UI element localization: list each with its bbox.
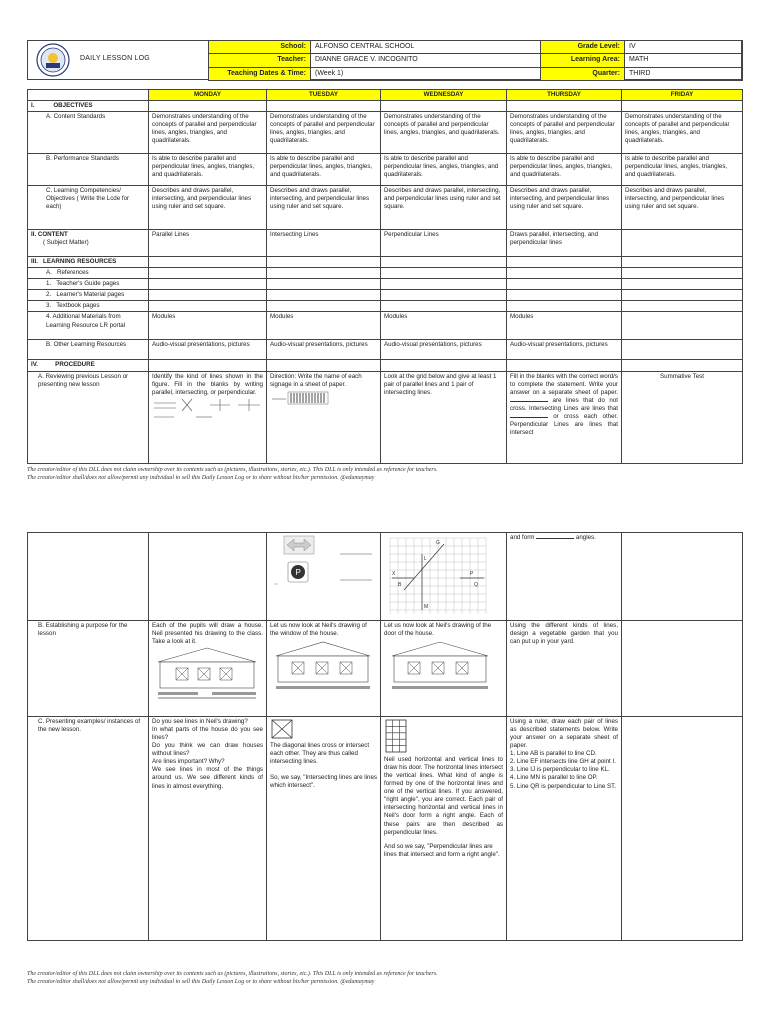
other-tue: Audio-visual presentations, pictures — [267, 340, 381, 360]
content-thu: Draws parallel, intersecting, and perpendicular lines — [507, 230, 622, 257]
day-tuesday: TUESDAY — [267, 90, 381, 101]
examples-mon: Do you see lines in Neil's drawing? In what parts of the house do you see lines? Do you think we can draw houses without lines? Are lines important? Why? We see lines in most of the things around us. We see different kinds of lines in almost everything. — [149, 717, 267, 941]
performance-fri: Is able to describe parallel and perpendicular lines, angles, triangles, and quadrilaterals. — [622, 154, 743, 186]
content-wed: Perpendicular Lines — [381, 230, 507, 257]
signage-cell — [267, 533, 381, 621]
review-label: A. Reviewing previous Lesson or presenting new lesson — [28, 371, 149, 463]
examples-wed-cell — [381, 717, 507, 941]
tg-row — [28, 279, 743, 290]
content-standards-mon: Demonstrates understanding of the concepts of parallel and perpendicular lines, angles, triangles, and quadrilaterals. — [149, 112, 267, 154]
purpose-tue: Let us now look at Neil's drawing of the window of the house. — [270, 622, 367, 638]
blank-line — [510, 401, 548, 402]
content-label-cell — [28, 230, 149, 257]
day-header-row — [28, 90, 743, 101]
purpose-label: B. Establishing a purpose for the lesson — [28, 621, 149, 717]
list-item: 5. Line QR is perpendicular to Line ST. — [510, 782, 616, 790]
svg-text:L: L — [424, 556, 427, 562]
examples-label: C. Presenting examples/ instances of the new lesson. — [28, 717, 149, 941]
review-wed: Look at the grid below and give at least 1 pair of parallel lines and 1 pair of intersecting lines. — [381, 371, 507, 463]
additional-wed: Modules — [381, 312, 507, 340]
purpose-tue-cell — [267, 621, 381, 717]
tb-label: 3. Textbook pages — [28, 301, 149, 312]
examples-thu-cell — [507, 717, 622, 941]
content-standards-row — [28, 112, 743, 154]
review-thu-continued: and form angles. — [507, 533, 622, 621]
label-area: Learning Area: — [541, 54, 625, 67]
svg-text:M: M — [424, 604, 429, 610]
review-continued-row — [28, 533, 743, 621]
lesson-table-page2 — [27, 532, 743, 941]
review-row — [28, 371, 743, 463]
blank-line — [510, 417, 548, 418]
competencies-tue: Describes and draws parallel, intersecting, and perpendicular lines using ruler and set square. — [267, 186, 381, 230]
svg-text:Q: Q — [474, 582, 478, 588]
svg-text:X: X — [392, 571, 396, 577]
review-mon: Identify the kind of lines shown in the figure. Fill in the blanks by writing parallel, intersecting, or perpendicular. — [152, 372, 263, 396]
procedure-row — [28, 360, 743, 371]
competencies-wed: Describes and draws parallel, intersecting, and perpendicular lines using ruler and set square. — [381, 186, 507, 230]
blank-line — [536, 538, 574, 539]
list-item: 1. Line AB is parallel to line CD. — [510, 750, 597, 758]
label-dates: Teaching Dates & Time: — [209, 67, 311, 80]
day-monday: MONDAY — [149, 90, 267, 101]
content-standards-fri: Demonstrates understanding of the concepts of parallel and perpendicular lines, angles, triangles, and quadrilaterals. — [622, 112, 743, 154]
list-item: 2. Line EF intersects line GH at point I. — [510, 758, 616, 766]
review-thu-1: Fill in the blanks with the correct word/s to complete the statement. Write your answer on a separate sheet of paper. — [510, 372, 618, 396]
svg-text:P: P — [295, 568, 301, 577]
content-standards-tue: Demonstrates understanding of the concepts of parallel and perpendicular lines, angles, triangles, and quadrilaterals. — [267, 112, 381, 154]
tb-row — [28, 301, 743, 312]
value-grade: IV — [625, 41, 743, 54]
performance-wed: Is able to describe parallel and perpendicular lines, angles, triangles, and quadrilaterals. — [381, 154, 507, 186]
footer-line1: The creator/editor of this DLL does not claim ownership over its contents such as (pictures, illustrations, stories, etc.). This DLL is only intended as reference for teachers. — [27, 971, 438, 977]
examples-row — [28, 717, 743, 941]
references-row — [28, 268, 743, 279]
objectives-label: I. OBJECTIVES — [28, 101, 149, 112]
value-teacher: DIANNE GRACE V. INCOGNITO — [311, 54, 541, 67]
additional-thu: Modules — [507, 312, 622, 340]
review-fri: Summative Test — [622, 371, 743, 463]
diagonal-window-icon — [270, 718, 294, 740]
content-tue: Intersecting Lines — [267, 230, 381, 257]
list-item: 4. Line MN is parallel to line OP. — [510, 774, 598, 782]
svg-text:G: G — [436, 540, 440, 546]
day-thursday: THURSDAY — [507, 90, 622, 101]
purpose-wed-cell — [381, 621, 507, 717]
house-drawing-icon — [152, 646, 262, 702]
purpose-wed: Let us now look at Neil's drawing of the door of the house. — [384, 622, 492, 638]
performance-row — [28, 154, 743, 186]
header-row-dates — [209, 67, 743, 80]
label-school: School: — [209, 41, 311, 54]
resources-row — [28, 257, 743, 268]
procedure-label: IV. PROCEDURE — [28, 360, 149, 371]
content-standards-thu: Demonstrates understanding of the concepts of parallel and perpendicular lines, angles, triangles, and quadrilaterals. — [507, 112, 622, 154]
deped-seal — [27, 40, 79, 80]
other-label: B. Other Learning Resources — [28, 340, 149, 360]
additional-row — [28, 312, 743, 340]
content-row — [28, 230, 743, 257]
empty-corner — [28, 90, 149, 101]
additional-tue: Modules — [267, 312, 381, 340]
lm-row — [28, 290, 743, 301]
additional-label: 4. Additional Materials from Learning Resource LR portal — [28, 312, 149, 340]
competencies-thu: Describes and draws parallel, intersecting, and perpendicular lines using ruler and set square. — [507, 186, 622, 230]
content-standards-wed: Demonstrates understanding of the concepts of parallel and perpendicular lines, angles, triangles, and quadrilaterals. — [381, 112, 507, 154]
footer-page2 — [27, 970, 742, 986]
review-tue-cell — [267, 371, 381, 463]
review-tue: Direction: Write the name of each signage in a sheet of paper. — [270, 372, 362, 388]
competencies-fri: Describes and draws parallel, intersecting, and perpendicular lines using ruler and set square. — [622, 186, 743, 230]
review-thu-3: or cross each other. Perpendicular Lines are lines that intersect — [510, 412, 618, 436]
examples-wed-1: Neil used horizontal and vertical lines to draw his door. The horizontal lines intersect the vertical lines. What kind of angle is formed by one of the horizontal lines and one of the vertical lines. If you answered, "right angle", you are correct. Each pair of intersecting horizontal and vertical lines in Neil's door form a right angle. Each of these pairs are then described as perpendicular lines. — [384, 756, 503, 836]
pedestrian-lane-sign-icon — [270, 389, 330, 407]
purpose-mon: Each of the pupils will draw a house. Neil presented his drawing to the class. Take a look at it. — [152, 622, 263, 646]
performance-thu: Is able to describe parallel and perpendicular lines, angles, triangles, and quadrilaterals. — [507, 154, 622, 186]
header-info-table — [208, 40, 743, 81]
examples-tue-2: So, we say, "Intersecting lines are lines which intersect". — [270, 774, 377, 790]
line-figures-icon — [152, 397, 262, 421]
footer-line2: The creator/editor shall/does not allow/permit any individual to sell this Daily Lesson Log or to share without his/her permission. @edumaymay — [27, 475, 375, 482]
competencies-label: C. Learning Competencies/ Objectives ( Write the Lcde for each) — [28, 186, 149, 230]
footer-line2: The creator/editor shall/does not allow/permit any individual to sell this Daily Lesson Log or to share without his/her permission. @edumaymay — [27, 979, 375, 986]
arrows-sign-icon — [284, 536, 372, 554]
examples-tue-1: The diagonal lines cross or intersect each other. They are thus called intersecting lines. — [270, 742, 370, 766]
day-friday: FRIDAY — [622, 90, 743, 101]
label-teacher: Teacher: — [209, 54, 311, 67]
header-row-teacher — [209, 54, 743, 67]
label-quarter: Quarter: — [541, 67, 625, 80]
value-school: ALFONSO CENTRAL SCHOOL — [311, 41, 541, 54]
grid-cell — [381, 533, 507, 621]
svg-text:B: B — [398, 582, 402, 588]
performance-label: B. Performance Standards — [28, 154, 149, 186]
performance-mon: Is able to describe parallel and perpendicular lines, angles, triangles, and quadrilaterals. — [149, 154, 267, 186]
parking-sign-icon — [288, 562, 372, 582]
label-grade: Grade Level: — [541, 41, 625, 54]
grid-figure — [384, 534, 494, 618]
log-title: DAILY LESSON LOG — [80, 55, 150, 62]
grid-door-icon — [384, 718, 408, 754]
footer-page1 — [27, 466, 742, 482]
examples-tue-cell — [267, 717, 381, 941]
content-standards-label: A. Content Standards — [28, 112, 149, 154]
day-wednesday: WEDNESDAY — [381, 90, 507, 101]
header-row-school — [209, 41, 743, 54]
footer-line1: The creator/editor of this DLL does not claim ownership over its contents such as (pictures, illustrations, stories, etc.). This DLL is only intended as reference for teachers. — [27, 467, 438, 473]
examples-thu-intro: Using a ruler, draw each pair of lines as described statements below. Write your answer on a separate sheet of paper. — [510, 718, 618, 750]
content-sub-label: ( Subject Matter) — [43, 239, 89, 247]
resources-label: III. LEARNING RESOURCES — [28, 257, 149, 268]
review-thu-cell — [507, 371, 622, 463]
value-area: MATH — [625, 54, 743, 67]
examples-wed-2: And so we say, "Perpendicular lines are lines that intersect and form a right angle". — [384, 842, 500, 858]
lm-label: 2. Learner's Material pages — [28, 290, 149, 301]
review-mon-cell — [149, 371, 267, 463]
door-house-icon — [384, 638, 494, 696]
competencies-row — [28, 186, 743, 230]
lesson-table-page1 — [27, 89, 743, 464]
performance-tue: Is able to describe parallel and perpendicular lines, angles, triangles, and quadrilaterals. — [267, 154, 381, 186]
content-label: II. CONTENT — [31, 231, 68, 239]
objectives-row — [28, 101, 743, 112]
competencies-mon: Describes and draws parallel, intersecting, and perpendicular lines using ruler and set square. — [149, 186, 267, 230]
other-mon: Audio-visual presentations, pictures — [149, 340, 267, 360]
review-thu-2: are lines that do not cross. Intersecting Lines are lines that — [510, 396, 618, 412]
tg-label: 1. Teacher's Guide pages — [28, 279, 149, 290]
other-thu: Audio-visual presentations, pictures — [507, 340, 622, 360]
other-wed: Audio-visual presentations, pictures — [381, 340, 507, 360]
svg-text:P: P — [470, 571, 474, 577]
other-resources-row — [28, 340, 743, 360]
list-item: 3. Line IJ is perpendicular to line KL. — [510, 766, 610, 774]
additional-mon: Modules — [149, 312, 267, 340]
references-label: A. References — [28, 268, 149, 279]
purpose-mon-cell — [149, 621, 267, 717]
seal-icon — [36, 43, 70, 77]
purpose-thu: Using the different kinds of lines, design a vegetable garden that you can put up in your yard. — [507, 621, 622, 717]
content-mon: Parallel Lines — [149, 230, 267, 257]
purpose-row — [28, 621, 743, 717]
window-house-icon — [270, 638, 376, 696]
value-quarter: THIRD — [625, 67, 743, 80]
signage-figures — [270, 534, 378, 614]
value-dates: (Week 1) — [311, 67, 541, 80]
content-fri — [622, 230, 743, 257]
